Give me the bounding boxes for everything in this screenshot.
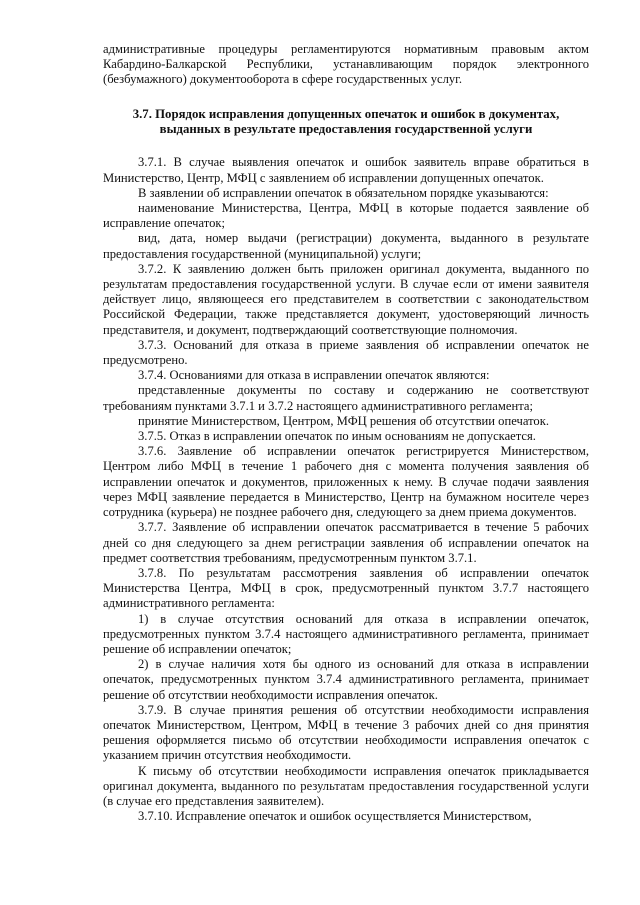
section-heading-line-1: 3.7. Порядок исправления допущенных опечаток и ошибок в документах, (132, 106, 560, 121)
paragraph-decision-2: 2) в случае наличия хотя бы одного из оснований для отказа в исправлении опечаток, предусмотренных пунктом 3.7.4 административного регламента, принимает решение об отсутствии необходимости исправления опечаток. (103, 657, 589, 702)
paragraph-3-7-9: 3.7.9. В случае принятия решения об отсутствии необходимости исправления опечаток Министерством, Центром, МФЦ в течение 3 рабочих дней со дня принятия решения оформляется письмо об отсутствии необходимости исправления опечаток с указанием причин отсутствия необходимости. (103, 702, 589, 763)
paragraph-decision-1: 1) в случае отсутствия оснований для отказа в исправлении опечаток, предусмотренных пунктом 3.7.4 настоящего административного регламента, принимает решение об исправлении опечаток; (103, 611, 589, 656)
paragraph-3-7-4: 3.7.4. Основаниями для отказа в исправлении опечаток являются: (138, 368, 490, 383)
paragraph-3-7-1: 3.7.1. В случае выявления опечаток и ошибок заявитель вправе обратиться в Министерство, Центр, МФЦ с заявлением об исправлении допущенных опечаток. (103, 155, 589, 185)
document-body (103, 42, 589, 824)
paragraph-ministry-name: наименование Министерства, Центра, МФЦ в которые подается заявление об исправление опечаток; (103, 201, 589, 231)
intro-paragraph: административные процедуры регламентируются нормативным правовым актом Кабардино-Балкарской Республики, устанавливающим порядок электронного (безбумажного) документооборота в сфере государственных услуг. (103, 42, 589, 87)
paragraph-documents-mismatch: представленные документы по составу и содержанию не соответствуют требованиям пунктами 3.7.1 и 3.7.2 настоящего административного регламента; (103, 383, 589, 413)
section-heading (103, 107, 589, 138)
paragraph-3-7-7: 3.7.7. Заявление об исправлении опечаток рассматривается в течение 5 рабочих дней со дня следующего за днем регистрации заявления об исправлении опечаток на предмет соответствия требованиям, предусмотренным пунктом 3.7.1. (103, 520, 589, 565)
paragraph-letter-attachment: К письму об отсутствии необходимости исправления опечаток прикладывается оригинал документа, выданного по результатам предоставления государственной услуги (в случае его представления заявителем). (103, 763, 589, 808)
paragraph-no-typos-decision: принятие Министерством, Центром, МФЦ решения об отсутствии опечаток. (138, 413, 549, 428)
paragraph-3-7-5: 3.7.5. Отказ в исправлении опечаток по иным основаниям не допускается. (138, 429, 536, 444)
paragraph-document-details: вид, дата, номер выдачи (регистрации) документа, выданного в результате предоставления государственной (муниципальной) услуги; (103, 231, 589, 261)
paragraph-3-7-8: 3.7.8. По результатам рассмотрения заявления об исправлении опечаток Министерства Центра, МФЦ в срок, предусмотренный пунктом 3.7.7 настоящего административного регламента: (103, 565, 589, 611)
paragraph-application-contents: В заявлении об исправлении опечаток в обязательном порядке указываются: (138, 185, 549, 200)
paragraph-3-7-6: 3.7.6. Заявление об исправлении опечаток регистрируется Министерством, Центром либо МФЦ в течение 1 рабочего дня с момента получения заявления об исправлении опечаток и документов, приложенных к нему. В случае подачи заявления через МФЦ заявление передается в Министерство, Центр на бумажном носителе через сотрудника (курьера) не позднее рабочего дня, следующего за днем приема документов. (103, 444, 589, 520)
paragraph-3-7-2: 3.7.2. К заявлению должен быть приложен оригинал документа, выданного по результатам предоставления государственной услуги. В случае если от имени заявителя действует лицо, являющееся его представителем в соответствии с законодательством Российской Федерации, также представляется документ, удостоверяющий личность представителя, и документ, подтверждающий соответствующие полномочия. (103, 261, 589, 337)
section-heading-line-2: выданных в результате предоставления государственной услуги (159, 122, 533, 137)
paragraph-3-7-3: 3.7.3. Оснований для отказа в приеме заявления об исправлении опечаток не предусмотрено. (103, 337, 589, 368)
paragraph-3-7-10: 3.7.10. Исправление опечаток и ошибок осуществляется Министерством, (138, 809, 532, 824)
